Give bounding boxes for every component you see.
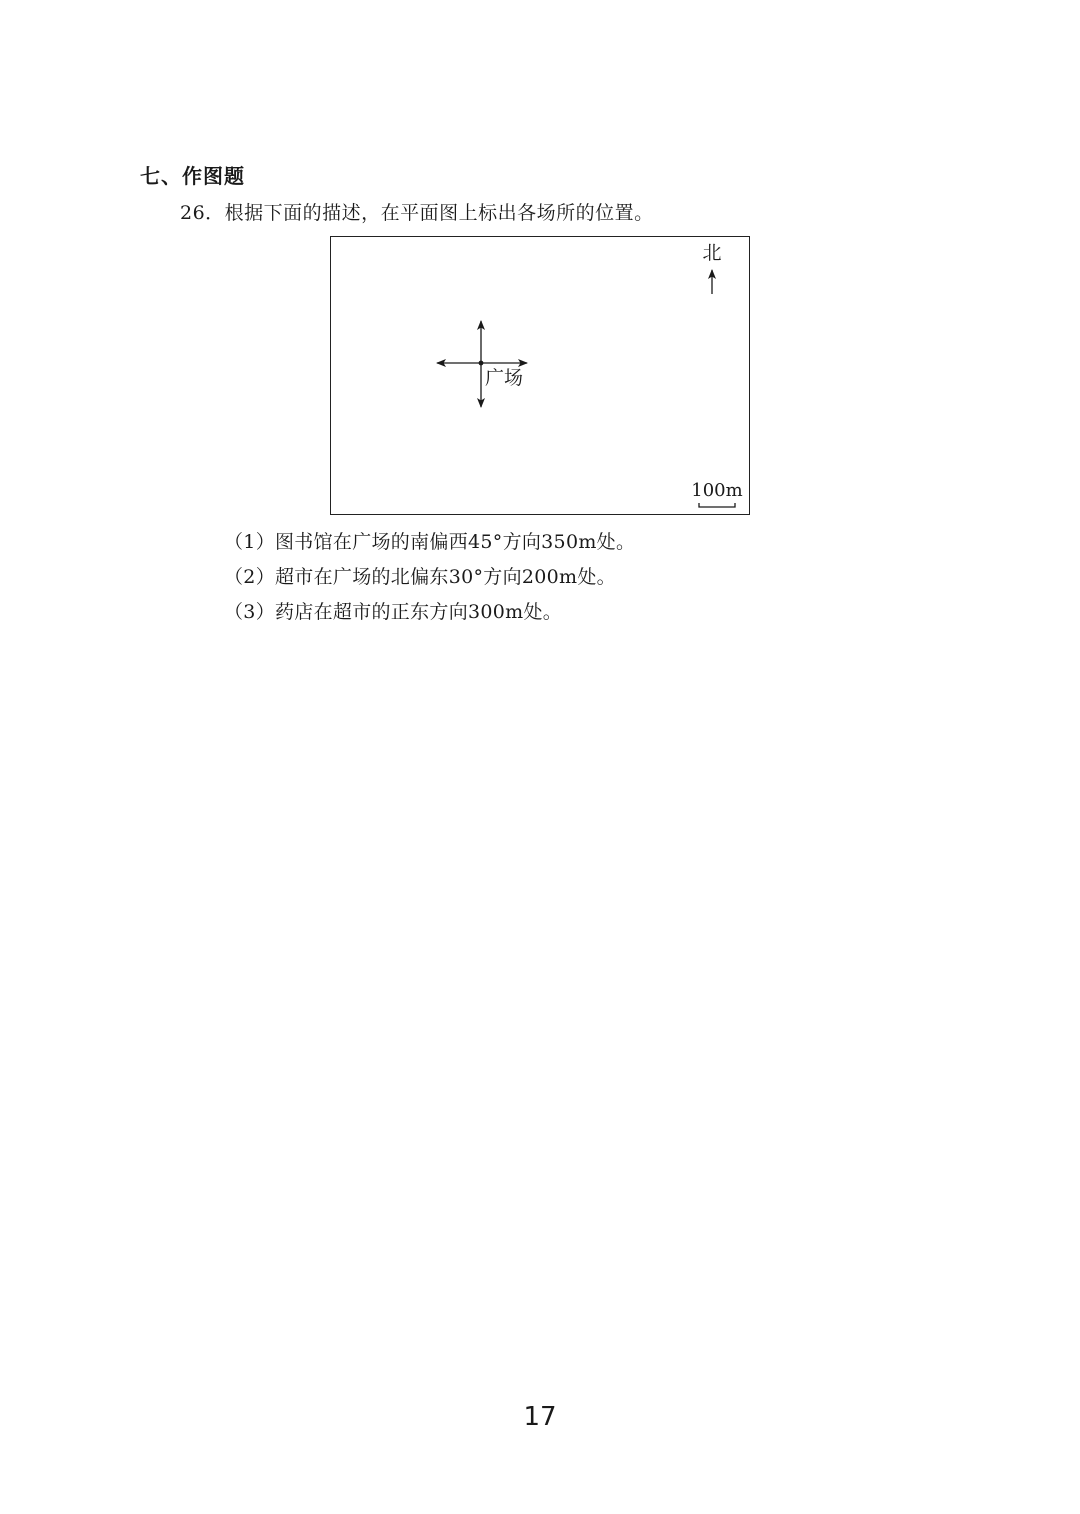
scale-label: 100m <box>691 480 743 501</box>
origin-point <box>479 361 484 366</box>
plan-drawing <box>331 237 751 516</box>
conditions-list <box>224 528 635 633</box>
page-number: 17 <box>523 1402 557 1432</box>
condition-item: （3）药店在超市的正东方向300m处。 <box>224 601 563 623</box>
question-text: 26．根据下面的描述，在平面图上标出各场所的位置。 <box>180 202 654 224</box>
origin-label: 广场 <box>485 367 524 389</box>
condition-item: （2）超市在广场的北偏东30°方向200m处。 <box>224 566 616 588</box>
north-label: 北 <box>702 242 722 264</box>
plan-figure <box>330 236 750 515</box>
section-heading: 七、作图题 <box>140 164 245 188</box>
scale-bar <box>699 503 735 507</box>
compass-cross-icon <box>437 321 527 407</box>
condition-item: （1）图书馆在广场的南偏西45°方向350m处。 <box>224 531 636 553</box>
